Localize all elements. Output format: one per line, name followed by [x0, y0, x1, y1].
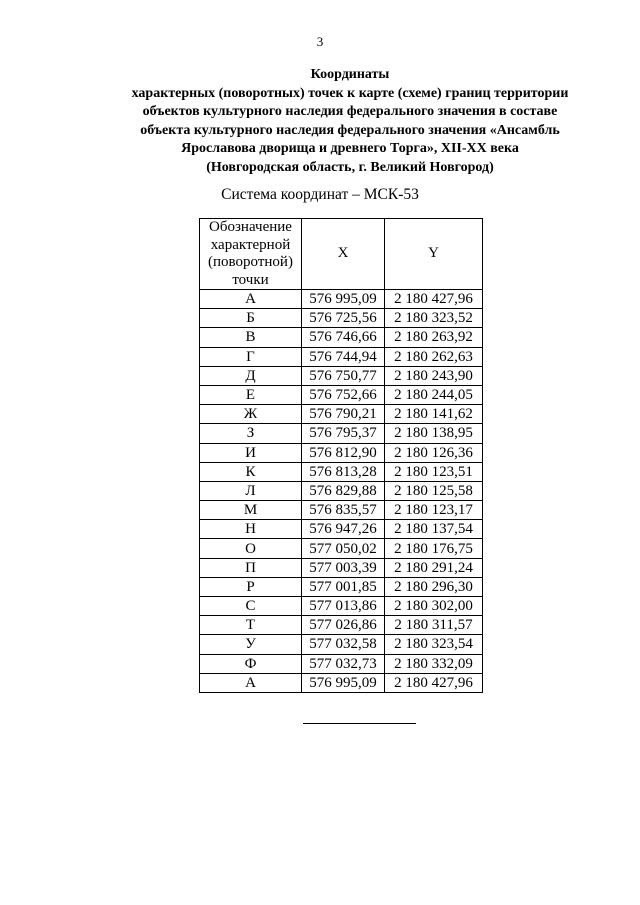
table-row: [200, 462, 483, 481]
point-designation-cell: У: [200, 635, 302, 654]
x-coordinate-cell: 576 995,09: [302, 290, 385, 309]
title-line: характерных (поворотных) точек к карте (схеме) границ территории: [131, 85, 569, 101]
y-coordinate-cell: 2 180 123,51: [385, 462, 483, 481]
y-coordinate-cell: 2 180 291,24: [385, 558, 483, 577]
coordinates-table: [199, 218, 483, 693]
x-coordinate-cell: 576 829,88: [302, 481, 385, 500]
title-line: Ярославова дворища и древнего Торга», XII-XX века: [181, 141, 519, 156]
y-coordinate-cell: 2 180 302,00: [385, 597, 483, 616]
point-designation-cell: Р: [200, 577, 302, 596]
x-coordinate-cell: 576 795,37: [302, 424, 385, 443]
x-coordinate-cell: 576 725,56: [302, 309, 385, 328]
x-coordinate-cell: 577 001,85: [302, 577, 385, 596]
y-coordinate-cell: 2 180 323,52: [385, 309, 483, 328]
title-line: Координаты: [310, 67, 390, 82]
table-row: [200, 558, 483, 577]
y-coordinate-cell: 2 180 427,96: [385, 673, 483, 692]
x-coordinate-cell: 577 026,86: [302, 616, 385, 635]
x-coordinate-cell: 576 813,28: [302, 462, 385, 481]
x-coordinate-cell: 576 835,57: [302, 501, 385, 520]
x-coordinate-cell: 577 032,73: [302, 654, 385, 673]
table-row: [200, 577, 483, 596]
table-row: [200, 673, 483, 692]
point-designation-cell: П: [200, 558, 302, 577]
point-designation-cell: Б: [200, 309, 302, 328]
y-coordinate-cell: 2 180 332,09: [385, 654, 483, 673]
y-coordinate-cell: 2 180 427,96: [385, 290, 483, 309]
x-coordinate-cell: 577 003,39: [302, 558, 385, 577]
x-coordinate-cell: 576 812,90: [302, 443, 385, 462]
y-coordinate-cell: 2 180 262,63: [385, 347, 483, 366]
y-coordinate-cell: 2 180 138,95: [385, 424, 483, 443]
table-body: [200, 290, 483, 693]
header-x: X: [302, 219, 385, 290]
point-designation-cell: Ф: [200, 654, 302, 673]
coordinate-system-label: Система координат – МСК-53: [221, 186, 419, 203]
x-coordinate-cell: 576 744,94: [302, 347, 385, 366]
point-designation-cell: Ж: [200, 405, 302, 424]
y-coordinate-cell: 2 180 137,54: [385, 520, 483, 539]
point-designation-cell: С: [200, 597, 302, 616]
point-designation-cell: К: [200, 462, 302, 481]
x-coordinate-cell: 577 032,58: [302, 635, 385, 654]
x-coordinate-cell: 576 746,66: [302, 328, 385, 347]
table-row: [200, 597, 483, 616]
title-line: объектов культурного наследия федерального значения в составе: [142, 104, 558, 119]
point-designation-cell: В: [200, 328, 302, 347]
title-line: (Новгородская область, г. Великий Новгород): [206, 159, 494, 175]
x-coordinate-cell: 576 750,77: [302, 366, 385, 385]
table-row: [200, 347, 483, 366]
point-designation-cell: Н: [200, 520, 302, 539]
y-coordinate-cell: 2 180 126,36: [385, 443, 483, 462]
point-designation-cell: А: [200, 673, 302, 692]
table-row: [200, 290, 483, 309]
page-number: 3: [316, 34, 324, 49]
footer-rule: [303, 723, 416, 724]
table-row: [200, 616, 483, 635]
y-coordinate-cell: 2 180 263,92: [385, 328, 483, 347]
table-row: [200, 405, 483, 424]
x-coordinate-cell: 576 995,09: [302, 673, 385, 692]
header-point-designation: Обозначение характерной (поворотной) точки: [200, 219, 302, 290]
point-designation-cell: И: [200, 443, 302, 462]
table-row: [200, 481, 483, 500]
x-coordinate-cell: 577 050,02: [302, 539, 385, 558]
table-row: [200, 328, 483, 347]
title-line: объекта культурного наследия федерального значения «Ансамбль: [140, 122, 560, 138]
point-designation-cell: Е: [200, 385, 302, 404]
x-coordinate-cell: 576 947,26: [302, 520, 385, 539]
document-title: [90, 66, 610, 177]
point-designation-cell: Т: [200, 616, 302, 635]
x-coordinate-cell: 576 752,66: [302, 385, 385, 404]
x-coordinate-cell: 576 790,21: [302, 405, 385, 424]
table-row: [200, 635, 483, 654]
table-row: [200, 366, 483, 385]
point-designation-cell: А: [200, 290, 302, 309]
y-coordinate-cell: 2 180 311,57: [385, 616, 483, 635]
y-coordinate-cell: 2 180 243,90: [385, 366, 483, 385]
point-designation-cell: Л: [200, 481, 302, 500]
table-row: [200, 309, 483, 328]
point-designation-cell: З: [200, 424, 302, 443]
table-row: [200, 520, 483, 539]
point-designation-cell: Г: [200, 347, 302, 366]
point-designation-cell: М: [200, 501, 302, 520]
x-coordinate-cell: 577 013,86: [302, 597, 385, 616]
table-row: [200, 424, 483, 443]
header-y: Y: [385, 219, 483, 290]
table-row: [200, 539, 483, 558]
table-row: [200, 443, 483, 462]
point-designation-cell: О: [200, 539, 302, 558]
y-coordinate-cell: 2 180 123,17: [385, 501, 483, 520]
table-row: [200, 501, 483, 520]
y-coordinate-cell: 2 180 323,54: [385, 635, 483, 654]
table-row: [200, 654, 483, 673]
table-row: [200, 385, 483, 404]
y-coordinate-cell: 2 180 244,05: [385, 385, 483, 404]
y-coordinate-cell: 2 180 141,62: [385, 405, 483, 424]
point-designation-cell: Д: [200, 366, 302, 385]
y-coordinate-cell: 2 180 125,58: [385, 481, 483, 500]
table-header-row: [200, 219, 483, 290]
y-coordinate-cell: 2 180 176,75: [385, 539, 483, 558]
y-coordinate-cell: 2 180 296,30: [385, 577, 483, 596]
